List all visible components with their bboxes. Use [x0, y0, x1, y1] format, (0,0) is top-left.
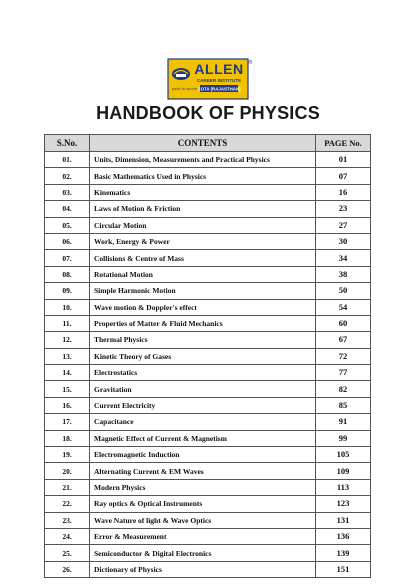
table-row[interactable] — [45, 217, 371, 233]
header-contents: CONTENTS — [90, 135, 316, 152]
row-title: Basic Mathematics Used in Physics — [90, 168, 316, 184]
row-sno: 02. — [45, 168, 90, 184]
row-title: Rotational Motion — [90, 266, 316, 282]
table-body — [45, 152, 371, 578]
row-sno: 09. — [45, 283, 90, 299]
row-title: Alternating Current & EM Waves — [90, 463, 316, 479]
row-title: Error & Measurement — [90, 528, 316, 544]
row-sno: 16. — [45, 397, 90, 413]
row-title: Gravitation — [90, 381, 316, 397]
row-page: 105 — [316, 447, 371, 463]
svg-text:CAREER INSTITUTE: CAREER INSTITUTE — [196, 78, 242, 83]
row-page: 60 — [316, 315, 371, 331]
row-sno: 07. — [45, 250, 90, 266]
row-title: Units, Dimension, Measurements and Practical Physics — [90, 152, 316, 168]
table-row[interactable] — [45, 250, 371, 266]
row-sno: 01. — [45, 152, 90, 168]
row-page: 123 — [316, 496, 371, 512]
header-sno: S.No. — [45, 135, 90, 152]
row-page: 99 — [316, 430, 371, 446]
row-title: Electrostatics — [90, 365, 316, 381]
row-page: 113 — [316, 479, 371, 495]
row-title: Dictionary of Physics — [90, 561, 316, 577]
row-page: 50 — [316, 283, 371, 299]
row-page: 82 — [316, 381, 371, 397]
row-sno: 25. — [45, 545, 90, 561]
row-sno: 26. — [45, 561, 90, 577]
page-title: HANDBOOK OF PHYSICS — [96, 103, 320, 123]
row-sno: 13. — [45, 348, 90, 364]
row-title: Properties of Matter & Fluid Mechanics — [90, 315, 316, 331]
row-page: 30 — [316, 233, 371, 249]
table-row[interactable] — [45, 184, 371, 200]
row-page: 85 — [316, 397, 371, 413]
row-page: 34 — [316, 250, 371, 266]
svg-text:®: ® — [248, 60, 253, 66]
table-row[interactable] — [45, 463, 371, 479]
row-sno: 14. — [45, 365, 90, 381]
row-title: Current Electricity — [90, 397, 316, 413]
row-page: 54 — [316, 299, 371, 315]
row-sno: 08. — [45, 266, 90, 282]
table-row[interactable] — [45, 201, 371, 217]
row-sno: 19. — [45, 447, 90, 463]
row-page: 136 — [316, 528, 371, 544]
row-page: 23 — [316, 201, 371, 217]
table-row[interactable] — [45, 332, 371, 348]
table-row[interactable] — [45, 430, 371, 446]
row-sno: 18. — [45, 430, 90, 446]
table-row[interactable] — [45, 283, 371, 299]
row-title: Circular Motion — [90, 217, 316, 233]
row-page: 07 — [316, 168, 371, 184]
row-page: 91 — [316, 414, 371, 430]
row-page: 27 — [316, 217, 371, 233]
allen-logo — [168, 57, 252, 101]
table-row[interactable] — [45, 545, 371, 561]
row-title: Collisions & Centre of Mass — [90, 250, 316, 266]
row-page: 01 — [316, 152, 371, 168]
row-sno: 20. — [45, 463, 90, 479]
row-title: Work, Energy & Power — [90, 233, 316, 249]
table-row[interactable] — [45, 447, 371, 463]
table-row[interactable] — [45, 365, 371, 381]
row-sno: 06. — [45, 233, 90, 249]
header-page: PAGE No. — [316, 135, 371, 152]
svg-text:KOTA (RAJASTHAN): KOTA (RAJASTHAN) — [197, 86, 241, 92]
row-page: 38 — [316, 266, 371, 282]
row-title: Electromagnetic Induction — [90, 447, 316, 463]
row-page: 16 — [316, 184, 371, 200]
table-header-row — [45, 135, 371, 152]
row-sno: 11. — [45, 315, 90, 331]
row-title: Wave Nature of light & Wave Optics — [90, 512, 316, 528]
row-title: Kinetic Theory of Gases — [90, 348, 316, 364]
table-row[interactable] — [45, 496, 371, 512]
row-page: 151 — [316, 561, 371, 577]
row-page: 77 — [316, 365, 371, 381]
svg-text:ALLEN: ALLEN — [194, 61, 244, 77]
row-title: Capacitance — [90, 414, 316, 430]
table-row[interactable] — [45, 348, 371, 364]
row-title: Modern Physics — [90, 479, 316, 495]
row-sno: 23. — [45, 512, 90, 528]
table-row[interactable] — [45, 512, 371, 528]
row-page: 131 — [316, 512, 371, 528]
table-row[interactable] — [45, 168, 371, 184]
contents-table — [44, 134, 371, 578]
table-row[interactable] — [45, 152, 371, 168]
row-page: 109 — [316, 463, 371, 479]
table-row[interactable] — [45, 315, 371, 331]
row-title: Wave motion & Doppler's effect — [90, 299, 316, 315]
table-row[interactable] — [45, 233, 371, 249]
row-sno: 17. — [45, 414, 90, 430]
row-page: 72 — [316, 348, 371, 364]
row-title: Ray optics & Optical Instruments — [90, 496, 316, 512]
row-title: Magnetic Effect of Current & Magnetism — [90, 430, 316, 446]
table-row[interactable] — [45, 381, 371, 397]
row-sno: 05. — [45, 217, 90, 233]
row-sno: 10. — [45, 299, 90, 315]
table-row[interactable] — [45, 528, 371, 544]
row-title: Laws of Motion & Friction — [90, 201, 316, 217]
row-title: Thermal Physics — [90, 332, 316, 348]
row-sno: 21. — [45, 479, 90, 495]
row-sno: 22. — [45, 496, 90, 512]
svg-text:path to success: path to success — [172, 87, 201, 91]
row-sno: 04. — [45, 201, 90, 217]
table-row[interactable] — [45, 266, 371, 282]
row-sno: 24. — [45, 528, 90, 544]
row-sno: 03. — [45, 184, 90, 200]
row-title: Kinematics — [90, 184, 316, 200]
table-row[interactable] — [45, 397, 371, 413]
row-sno: 12. — [45, 332, 90, 348]
row-title: Semiconductor & Digital Electronics — [90, 545, 316, 561]
table-row[interactable] — [45, 299, 371, 315]
table-row[interactable] — [45, 479, 371, 495]
row-page: 67 — [316, 332, 371, 348]
row-sno: 15. — [45, 381, 90, 397]
row-title: Simple Harmonic Motion — [90, 283, 316, 299]
table-row[interactable] — [45, 561, 371, 577]
row-page: 139 — [316, 545, 371, 561]
table-row[interactable] — [45, 414, 371, 430]
